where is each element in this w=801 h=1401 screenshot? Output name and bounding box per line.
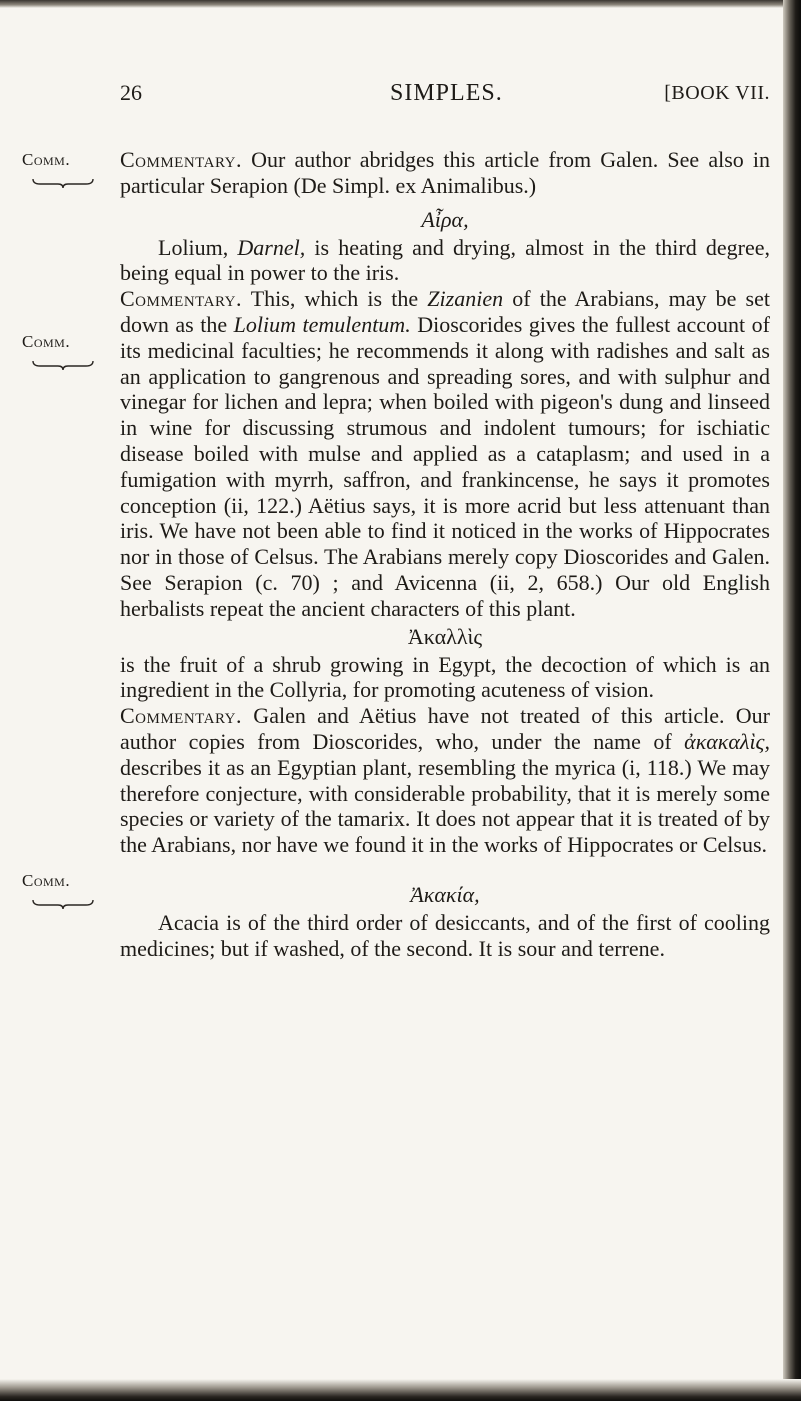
- commentary-text: of the Arabians, may be set down as the: [120, 286, 771, 337]
- commentary-text: describes it as an Egyptian plant, resembling the myrica (i, 118.) We may therefore conjecture, with considerable probability, that it is merely some species or variety of the tamarix. It does not appear that it is treated of by the Arabians, nor have we found it in the works of Hippocrates or Celsus.: [120, 754, 770, 858]
- brace-icon: [32, 899, 94, 909]
- margin-note-comm-2: Comm.: [22, 332, 71, 351]
- brace-icon: [32, 178, 94, 188]
- commentary-label: Commentary.: [120, 286, 242, 312]
- commentary-text-italic: Zizanien: [427, 286, 504, 312]
- scan-edge-top: [0, 0, 801, 8]
- entry-text: Lolium,: [158, 234, 238, 260]
- commentary-label: Commentary.: [120, 703, 242, 729]
- entry-heading-akallis: Ἀκαλλὶς: [407, 623, 483, 649]
- book-reference: [BOOK VII.: [664, 82, 770, 104]
- margin-note-comm-1: Comm.: [22, 150, 71, 169]
- running-head: SIMPLES.: [390, 80, 503, 106]
- entry-akakia: [120, 910, 770, 962]
- commentary-paragraph-2: [120, 286, 770, 621]
- commentary-paragraph-3: [120, 703, 770, 858]
- entry-akallis: [120, 652, 770, 704]
- commentary-text: Galen and Aëtius have not treated of this article. Our author copies from Dioscorides, who, under the name of: [120, 703, 770, 754]
- entry-aira: [120, 235, 770, 287]
- entry-text: is the fruit of a shrub growing in Egypt, the decoction of which is an ingredient in the Collyria, for promoting acuteness of vision.: [120, 651, 770, 703]
- commentary-text: Our author abridges this article from Galen. See also in particular Serapion (De Simpl. ex Animalibus.): [120, 147, 770, 198]
- commentary-text-italic: ἀκακαλὶς,: [684, 728, 770, 754]
- page-number: 26: [120, 80, 142, 105]
- page-header: [120, 80, 770, 120]
- entry-text: is heating and drying, almost in the third degree, being equal in power to the iris.: [120, 234, 770, 286]
- margin-note-comm-3: Comm.: [22, 871, 71, 890]
- brace-icon: [32, 360, 94, 370]
- scan-edge-binding: [783, 0, 801, 1401]
- commentary-text: Dioscorides gives the fullest account of its medicinal faculties; he recommends it along with radishes and salt as an application to gangrenous and spreading sores, and with sulphur and vinegar for lichen and lepra; when boiled with pigeon's dung and linseed in wine for discussing strumous and indolent tumours; for ischiatic disease boiled with mulse and applied as a cataplasm; and used in a fumigation with myrrh, saffron, and frankincense, he says it promotes conception (ii, 122.) Aëtius says, it is more acrid but less attenuant than iris. We have not been able to find it noticed in the works of Hippocrates nor in those of Celsus. The Arabians merely copy Dioscorides and Galen. See Serapion (c. 70) ; and Avicenna (ii, 2, 658.) Our old English herbalists repeat the ancient characters of this plant.: [120, 311, 770, 621]
- body-text: [120, 147, 770, 962]
- commentary-paragraph-1: [120, 147, 770, 199]
- commentary-text-italic: Lolium temulentum.: [233, 311, 411, 337]
- scan-edge-bottom: [0, 1379, 801, 1401]
- entry-text-italic: Darnel,: [237, 234, 306, 260]
- commentary-text: This, which is the: [241, 286, 428, 312]
- commentary-label: Commentary.: [120, 147, 242, 172]
- entry-heading-akakia: Ἀκακία,: [410, 881, 480, 907]
- entry-heading-aira: Αἶρα,: [421, 206, 469, 232]
- entry-text: Acacia is of the third order of desiccants, and of the first of cooling medicines; but if washed, of the second. It is sour and terrene.: [120, 909, 770, 961]
